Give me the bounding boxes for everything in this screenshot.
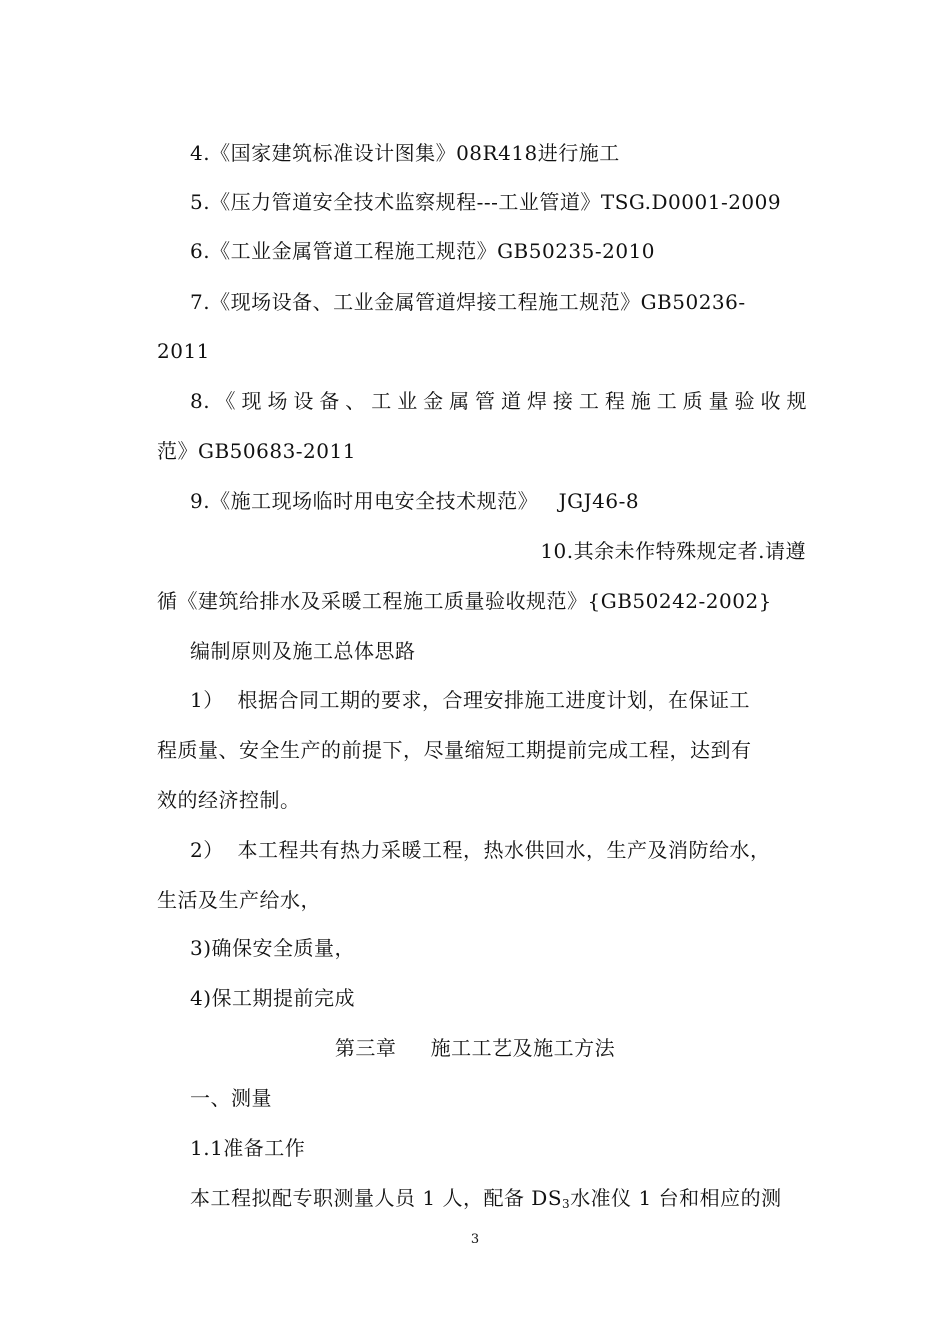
- principle-2-line1: 2） 本工程共有热力采暖工程，热水供回水，生产及消防给水，: [190, 838, 771, 862]
- section-heading: 编制原则及施工总体思路: [190, 639, 416, 663]
- subsection-preparation: 1.1准备工作: [190, 1136, 306, 1160]
- ref-item-10-line2: 循《建筑给排水及采暖工程施工质量验收规范》{GB50242-2002}: [157, 589, 772, 613]
- principle-1-line3: 效的经济控制。: [157, 788, 301, 812]
- ref-item-9: 9.《施工现场临时用电安全技术规范》 JGJ46-8: [190, 489, 640, 513]
- ref-item-10-line1: 10.其余未作特殊规定者.请遵: [540, 539, 806, 563]
- ref-item-8-line2: 范》GB50683-2011: [157, 439, 356, 463]
- principle-3: 3)确保安全质量，: [190, 936, 356, 960]
- preparation-text: [190, 1184, 782, 1218]
- principle-1-line2: 程质量、安全生产的前提下，尽量缩短工期提前完成工程，达到有: [157, 738, 752, 762]
- ref-item-7-line1: 7.《现场设备、工业金属管道焊接工程施工规范》GB50236-: [190, 290, 746, 314]
- preparation-text-part1: 本工程拟配专职测量人员 1 人，配备 DS: [190, 1186, 563, 1210]
- ref-item-5: 5.《压力管道安全技术监察规程---工业管道》TSG.D0001-2009: [190, 190, 782, 214]
- ref-item-4: 4.《国家建筑标准设计图集》08R418进行施工: [190, 141, 620, 165]
- principle-2-line2: 生活及生产给水，: [157, 888, 321, 912]
- preparation-text-subscript: 3: [562, 1197, 571, 1211]
- section-survey: 一、测量: [190, 1086, 272, 1110]
- page-number: 3: [470, 1232, 480, 1247]
- ref-item-8-line1: 8.《现场设备、工业金属管道焊接工程施工质量验收规: [190, 389, 807, 413]
- preparation-text-part2: 水准仪 1 台和相应的测: [570, 1186, 782, 1210]
- ref-item-7-line2: 2011: [157, 339, 210, 363]
- principle-1-line1: 1） 根据合同工期的要求，合理安排施工进度计划，在保证工: [190, 688, 750, 712]
- ref-item-6: 6.《工业金属管道工程施工规范》GB50235-2010: [190, 239, 656, 263]
- principle-4: 4)保工期提前完成: [190, 986, 356, 1010]
- chapter-title: 第三章 施工工艺及施工方法: [334, 1036, 616, 1060]
